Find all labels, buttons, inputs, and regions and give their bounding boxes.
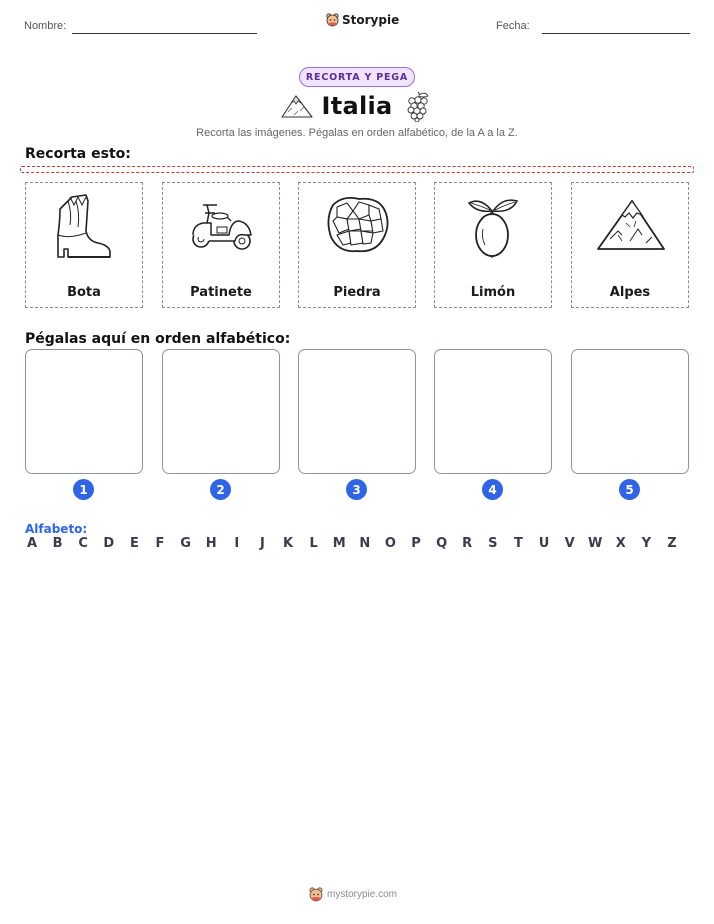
page-title: Italia — [321, 92, 393, 120]
paste-slot-1[interactable] — [25, 349, 143, 474]
cut-card-patinete[interactable] — [162, 182, 280, 308]
alphabet-letter: J — [259, 536, 265, 551]
alphabet-letter: F — [155, 536, 165, 551]
slot-number-badge: 5 — [619, 479, 640, 500]
cut-guide-line — [20, 166, 694, 173]
stone-icon — [323, 191, 393, 263]
storypie-mascot-icon — [326, 13, 339, 27]
instructions: Recorta las imágenes. Pégalas en orden alfabético, de la A a la Z. — [196, 127, 518, 139]
alphabet-letter: G — [180, 536, 191, 551]
cut-card-bota[interactable] — [25, 182, 143, 308]
alphabet-letter: A — [26, 536, 38, 551]
alphabet-letter: Y — [641, 536, 652, 551]
card-label: Bota — [67, 285, 101, 300]
slot-number-badge: 4 — [482, 479, 503, 500]
alphabet-row — [25, 536, 689, 554]
alphabet-letter: P — [411, 536, 421, 551]
alphabet-letter: W — [588, 536, 603, 551]
paste-section-title: Pégalas aquí en orden alfabético: — [25, 331, 291, 347]
cut-card-alpes[interactable] — [571, 182, 689, 308]
cut-card-limon[interactable] — [434, 182, 552, 308]
name-label: Nombre: — [24, 20, 67, 32]
slot-number-badge: 3 — [346, 479, 367, 500]
card-label: Alpes — [609, 285, 651, 300]
alphabet-letter: V — [564, 536, 575, 551]
paste-slot-5[interactable] — [571, 349, 689, 474]
alphabet-letter: N — [359, 536, 371, 551]
alphabet-letter: K — [282, 536, 294, 551]
grapes-decoration-icon — [404, 90, 432, 122]
paste-slot-3[interactable] — [298, 349, 416, 474]
alphabet-letter: X — [615, 536, 626, 551]
alphabet-letter: E — [129, 536, 139, 551]
mountain-icon — [596, 191, 666, 263]
alphabet-letter: I — [234, 536, 240, 551]
paste-slot-4[interactable] — [434, 349, 552, 474]
alphabet-letter: M — [332, 536, 346, 551]
alphabet-letter: O — [384, 536, 396, 551]
paste-slot-2[interactable] — [162, 349, 280, 474]
alphabet-letter: C — [78, 536, 88, 551]
card-label: Piedra — [333, 285, 381, 300]
alphabet-letter: S — [488, 536, 498, 551]
alphabet-letter: Z — [667, 536, 677, 551]
alphabet-letter: R — [462, 536, 473, 551]
brand-name: Storypie — [342, 13, 400, 27]
name-line[interactable] — [72, 33, 257, 34]
footer-url[interactable]: mystorypie.com — [327, 889, 398, 900]
alphabet-letter: D — [103, 536, 115, 551]
slot-number-badge: 2 — [210, 479, 231, 500]
alphabet-letter: Q — [436, 536, 448, 551]
date-line[interactable] — [542, 33, 690, 34]
cut-section-title: Recorta esto: — [25, 146, 131, 162]
alphabet-letter: H — [205, 536, 217, 551]
boot-icon — [50, 191, 120, 263]
slot-number-badge: 1 — [73, 479, 94, 500]
storypie-mascot-icon — [309, 887, 323, 902]
brand-logo — [326, 13, 399, 27]
lemon-icon — [459, 191, 529, 263]
scooter-icon — [187, 191, 257, 263]
cut-card-piedra[interactable] — [298, 182, 416, 308]
activity-badge: RECORTA Y PEGA — [299, 67, 415, 87]
alphabet-letter: T — [513, 536, 523, 551]
alphabet-letter: L — [309, 536, 318, 551]
card-label: Patinete — [190, 285, 252, 300]
alphabet-letter: B — [52, 536, 63, 551]
footer — [309, 887, 397, 902]
alphabet-title: Alfabeto: — [25, 522, 88, 536]
alphabet-letter: U — [538, 536, 550, 551]
card-label: Limón — [470, 285, 516, 300]
date-label: Fecha: — [496, 20, 530, 32]
